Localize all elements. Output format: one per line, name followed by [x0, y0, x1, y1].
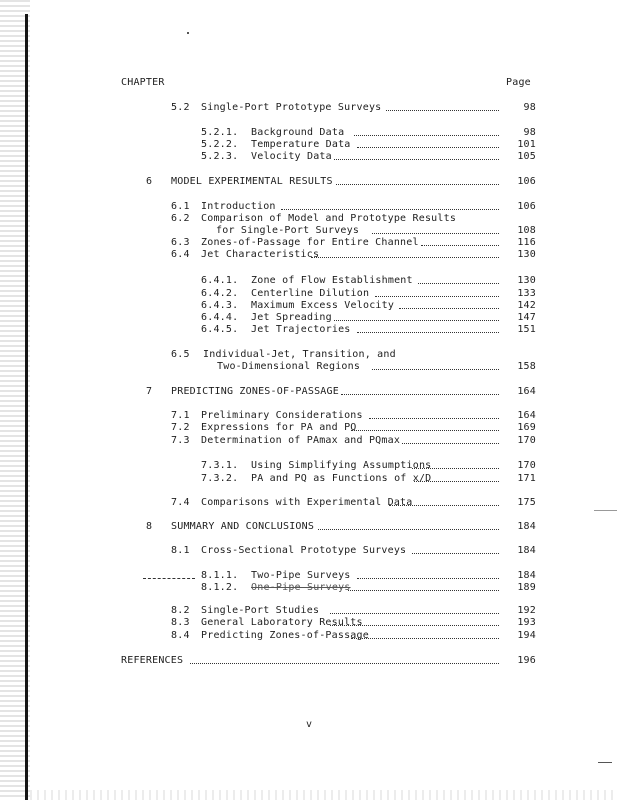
toc-entry-title: Background Data — [251, 127, 345, 138]
toc-entry-number: 8 — [146, 521, 153, 532]
toc-entry-title: PA and PQ as Functions of x/D — [251, 473, 432, 484]
toc-entry — [0, 225, 617, 237]
dot-leader — [281, 209, 499, 210]
dot-leader — [348, 590, 499, 591]
toc-entry-title: Cross-Sectional Prototype Surveys — [201, 545, 407, 556]
toc-entry-title: Maximum Excess Velocity — [251, 300, 395, 311]
toc-entry-page: 169 — [517, 422, 536, 433]
toc-entry-title: Zones-of-Passage for Entire Channel — [201, 237, 419, 248]
toc-entry — [0, 300, 617, 312]
toc-entry — [0, 521, 617, 533]
dot-leader — [418, 283, 499, 284]
toc-entry-number: 6.5 — [171, 349, 190, 360]
toc-entry-number: 7.4 — [171, 497, 190, 508]
toc-entry-title: Centerline Dilution — [251, 288, 370, 299]
toc-entry — [0, 435, 617, 447]
toc-entry-number: 6.4.1. — [201, 275, 239, 286]
dot-leader — [190, 663, 499, 664]
toc-entry-title: Predicting Zones-of-Passage — [201, 630, 369, 641]
toc-entry — [0, 201, 617, 213]
scan-speck — [187, 32, 189, 34]
toc-entry — [0, 102, 617, 114]
toc-entry-title: Using Simplifying Assumptions — [251, 460, 432, 471]
toc-entry-title: Single-Port Prototype Surveys — [201, 102, 382, 113]
dot-leader — [334, 159, 499, 160]
toc-entry-number: 6.3 — [171, 237, 190, 248]
header-chapter: CHAPTER — [121, 77, 165, 88]
toc-entry — [0, 349, 617, 361]
toc-entry-title: Preliminary Considerations — [201, 410, 363, 421]
toc-entry-number: 6.4.3. — [201, 300, 239, 311]
toc-entry — [0, 617, 617, 629]
toc-entry — [0, 237, 617, 249]
toc-entry — [0, 422, 617, 434]
toc-entry-title: Jet Characteristics — [201, 249, 320, 260]
margin-dash — [143, 578, 195, 579]
toc-entry-page: 171 — [517, 473, 536, 484]
dot-leader — [372, 233, 499, 234]
toc-entry — [0, 570, 617, 582]
dot-leader — [318, 529, 499, 530]
toc-entry-title: Jet Trajectories — [251, 324, 351, 335]
toc-entry-title: SUMMARY AND CONCLUSIONS — [171, 521, 315, 532]
toc-entry-title: for Single-Port Surveys — [216, 225, 360, 236]
toc-entry-number: 7.3.2. — [201, 473, 239, 484]
dot-leader — [386, 110, 499, 111]
toc-entry-page: 106 — [517, 201, 536, 212]
toc-entry-page: 142 — [517, 300, 536, 311]
dot-leader — [330, 625, 499, 626]
toc-entry — [0, 630, 617, 642]
toc-entry-number: 6.4.4. — [201, 312, 239, 323]
toc-entry-number: 6.2 — [171, 213, 190, 224]
toc-entry-title: One-Pipe Surveys — [251, 582, 351, 593]
toc-entry-page: 170 — [517, 435, 536, 446]
dot-leader — [351, 430, 499, 431]
toc-entry-page: 184 — [517, 521, 536, 532]
toc-entry-page: 164 — [517, 410, 536, 421]
toc-entry-title: Determination of PAmax and PQmax — [201, 435, 401, 446]
toc-entry — [0, 605, 617, 617]
toc-entry-title: Jet Spreading — [251, 312, 332, 323]
toc-entry-title: Single-Port Studies — [201, 605, 320, 616]
dot-leader — [375, 296, 499, 297]
toc-entry-number: 5.2.2. — [201, 139, 239, 150]
toc-entry-number: 7.3 — [171, 435, 190, 446]
dot-leader — [351, 638, 499, 639]
toc-entry-page: 98 — [523, 127, 536, 138]
toc-entry — [0, 127, 617, 139]
toc-entry-page: 193 — [517, 617, 536, 628]
dot-leader — [334, 320, 499, 321]
dot-leader — [414, 481, 499, 482]
toc-entry-number: 6.1 — [171, 201, 190, 212]
dot-leader — [369, 418, 499, 419]
dot-leader — [412, 468, 499, 469]
toc-entry-page: 196 — [517, 655, 536, 666]
toc-entry-number: 6.4 — [171, 249, 190, 260]
toc-entry-title: Individual-Jet, Transition, and — [203, 349, 396, 360]
dot-leader — [357, 147, 499, 148]
toc-entry-number: 8.1.2. — [201, 582, 239, 593]
toc-entry-number: 6 — [146, 176, 153, 187]
toc-entry-title: REFERENCES — [121, 655, 184, 666]
toc-entry-title: Comparisons with Experimental Data — [201, 497, 413, 508]
toc-entry-page: 108 — [517, 225, 536, 236]
toc-entry — [0, 288, 617, 300]
toc-entry-page: 147 — [517, 312, 536, 323]
dot-leader — [412, 553, 499, 554]
toc-entry-page: 164 — [517, 386, 536, 397]
scan-speck — [598, 762, 612, 763]
dot-leader — [311, 257, 499, 258]
toc-entry — [0, 410, 617, 422]
toc-entry-page: 130 — [517, 275, 536, 286]
toc-entry-title: Two-Pipe Surveys — [251, 570, 351, 581]
toc-entry-page: 98 — [523, 102, 536, 113]
toc-entry — [0, 213, 617, 225]
toc-entry — [0, 361, 617, 373]
toc-entry-page: 170 — [517, 460, 536, 471]
scan-bottom-noise — [30, 790, 617, 800]
toc-entry — [0, 176, 617, 188]
toc-entry-title: Introduction — [201, 201, 276, 212]
toc-entry-title: Comparison of Model and Prototype Results — [201, 213, 457, 224]
dot-leader — [336, 184, 499, 185]
toc-entry-number: 8.3 — [171, 617, 190, 628]
toc-entry — [0, 545, 617, 557]
toc-entry-page: 184 — [517, 545, 536, 556]
toc-entry — [0, 473, 617, 485]
dot-leader — [341, 394, 499, 395]
toc-entry — [0, 460, 617, 472]
toc-entry-title: Two-Dimensional Regions — [217, 361, 361, 372]
toc-entry — [0, 324, 617, 336]
toc-entry-page: 189 — [517, 582, 536, 593]
toc-entry-title: PREDICTING ZONES-OF-PASSAGE — [171, 386, 339, 397]
toc-entry-title: MODEL EXPERIMENTAL RESULTS — [171, 176, 333, 187]
toc-entry-number: 6.4.2. — [201, 288, 239, 299]
dot-leader — [402, 443, 499, 444]
header-page: Page — [506, 77, 531, 88]
toc-entry-title: General Laboratory Results — [201, 617, 363, 628]
toc-entry-number: 8.1.1. — [201, 570, 239, 581]
dot-leader — [421, 245, 499, 246]
dot-leader — [389, 505, 499, 506]
toc-entry-page: 101 — [517, 139, 536, 150]
toc-entry-number: 7.1 — [171, 410, 190, 421]
toc-entry-number: 7 — [146, 386, 153, 397]
toc-entry-title: Temperature Data — [251, 139, 351, 150]
dot-leader — [399, 308, 499, 309]
toc-entry-page: 116 — [517, 237, 536, 248]
toc-entry-number: 6.4.5. — [201, 324, 239, 335]
toc-entry-number: 7.3.1. — [201, 460, 239, 471]
toc-entry-page: 184 — [517, 570, 536, 581]
toc-entry-number: 5.2 — [171, 102, 190, 113]
toc-entry-page: 192 — [517, 605, 536, 616]
dot-leader — [330, 613, 499, 614]
toc-entry — [0, 275, 617, 287]
toc-entry — [0, 139, 617, 151]
toc-entry-page: 194 — [517, 630, 536, 641]
toc-entry — [0, 151, 617, 163]
toc-entry-number: 8.4 — [171, 630, 190, 641]
toc-entry-page: 130 — [517, 249, 536, 260]
dot-leader — [372, 369, 499, 370]
toc-entry-number: 8.1 — [171, 545, 190, 556]
toc-entry-number: 5.2.1. — [201, 127, 239, 138]
toc-entry-title: Expressions for PA and PQ — [201, 422, 357, 433]
toc-entry-page: 105 — [517, 151, 536, 162]
toc-entry-title: Velocity Data — [251, 151, 332, 162]
scan-speck — [594, 510, 617, 511]
toc-entry — [0, 655, 617, 667]
toc-entry-title: Zone of Flow Establishment — [251, 275, 413, 286]
toc-entry-page: 106 — [517, 176, 536, 187]
dot-leader — [354, 135, 499, 136]
toc-entry — [0, 497, 617, 509]
toc-entry-page: 158 — [517, 361, 536, 372]
toc-entry — [0, 312, 617, 324]
dot-leader — [357, 578, 499, 579]
toc-entry-number: 8.2 — [171, 605, 190, 616]
toc-entry-page: 151 — [517, 324, 536, 335]
toc-entry — [0, 582, 617, 594]
toc-entry-page: 133 — [517, 288, 536, 299]
toc-entry-number: 7.2 — [171, 422, 190, 433]
toc-entry — [0, 249, 617, 261]
page-number-footer: v — [306, 719, 313, 730]
dot-leader — [357, 332, 499, 333]
toc-entry — [0, 386, 617, 398]
toc-entry-page: 175 — [517, 497, 536, 508]
toc-entry-number: 5.2.3. — [201, 151, 239, 162]
